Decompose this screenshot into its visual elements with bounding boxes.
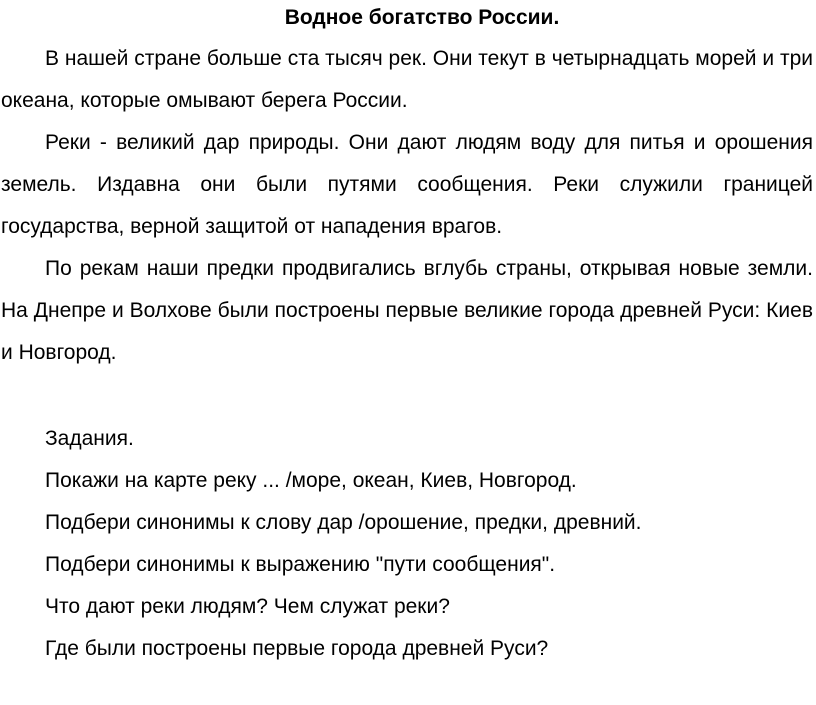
task-item: Что дают реки людям? Чем служат реки? <box>45 595 450 618</box>
task-item: Подбери синонимы к выражению "пути сообщения". <box>45 553 556 576</box>
paragraph-ancestors: По рекам наши предки продвигались вглубь страны, открывая новые земли. На Днепре и Волхове были построены первые великие города древней Руси: Киев и Новгород. <box>1 257 813 364</box>
tasks-heading: Задания. <box>45 427 134 450</box>
paragraph-rivers-gift: Реки - великий дар природы. Они дают людям воду для питья и орошения земель. Издавна они были путями сообщения. Реки служили границей государства, верной защитой от нападения врагов. <box>1 131 813 238</box>
task-item: Где были построены первые города древней Руси? <box>45 637 549 660</box>
paragraph-rivers-count: В нашей стране больше ста тысяч рек. Они текут в четырнадцать морей и три океана, которые омывают берега России. <box>1 47 813 112</box>
tasks-list <box>1 418 813 670</box>
task-item: Покажи на карте реку ... /море, океан, Киев, Новгород. <box>45 469 577 492</box>
document-title: Водное богатство России. <box>284 6 560 29</box>
task-item: Подбери синонимы к слову дар /орошение, предки, древний. <box>45 511 642 534</box>
